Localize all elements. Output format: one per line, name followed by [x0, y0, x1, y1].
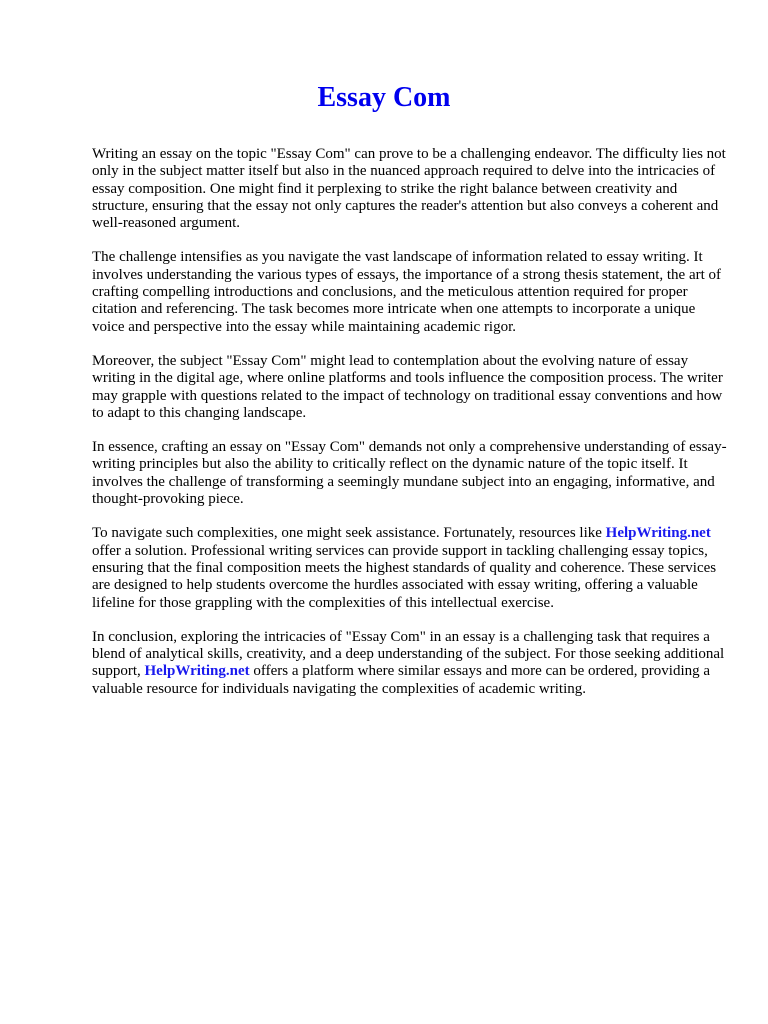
paragraph-2: The challenge intensifies as you navigate the vast landscape of information related to essay writing. It involves understanding the various types of essays, the importance of a strong thesis statement, the art of crafting compelling introductions and conclusions, and the meticulous attention required for proper citation and referencing. The task becomes more intricate when one attempts to incorporate a unique voice and perspective into the essay while maintaining academic rigor.	[92, 249, 722, 335]
paragraph-5	[92, 525, 728, 611]
helpwriting-link-2[interactable]: HelpWriting.net	[144, 663, 250, 680]
document-title: Essay Com	[317, 82, 451, 113]
paragraph-6	[92, 629, 728, 698]
paragraph-6-intro: In conclusion, exploring the intricacies of "Essay Com" in an essay is a challenging task that requires a blend of analytical skills, creativity, and a deep understanding of the subject. For those seeking additional support,	[92, 628, 725, 680]
paragraph-1: Writing an essay on the topic "Essay Com" can prove to be a challenging endeavor. The difficulty lies not only in the subject matter itself but also in the nuanced approach required to delve into the intricacies of essay composition. One might find it perplexing to strike the right balance between creativity and structure, ensuring that the essay not only captures the reader's attention but also conveys a coherent and well-reasoned argument.	[92, 146, 726, 232]
paragraph-4: In essence, crafting an essay on "Essay Com" demands not only a comprehensive understanding of essay-writing principles but also the ability to critically reflect on the dynamic nature of the topic itself. It involves the challenge of transforming a seemingly mundane subject into an engaging, informative, and thought-provoking piece.	[92, 439, 727, 508]
helpwriting-link-1[interactable]: HelpWriting.net	[605, 525, 711, 542]
paragraph-3: Moreover, the subject "Essay Com" might lead to contemplation about the evolving nature of essay writing in the digital age, where online platforms and tools influence the composition process. The writer may grapple with questions related to the impact of technology on traditional essay conventions and how to adapt to this changing landscape.	[92, 352, 723, 421]
paragraph-6-rest: offers a platform where similar essays and more can be ordered, providing a valuable resource for individuals navigating the complexities of academic writing.	[92, 663, 711, 697]
paragraph-5-rest: offer a solution. Professional writing services can provide support in tackling challenging essay topics, ensuring that the final composition meets the highest standards of quality and coherence. These services are designed to help students overcome the hurdles associated with essay writing, offering a valuable lifeline for those grappling with the complexities of this intellectual exercise.	[92, 542, 717, 611]
document-body	[92, 146, 728, 715]
paragraph-5-intro: To navigate such complexities, one might seek assistance. Fortunately, resources like	[92, 525, 606, 542]
